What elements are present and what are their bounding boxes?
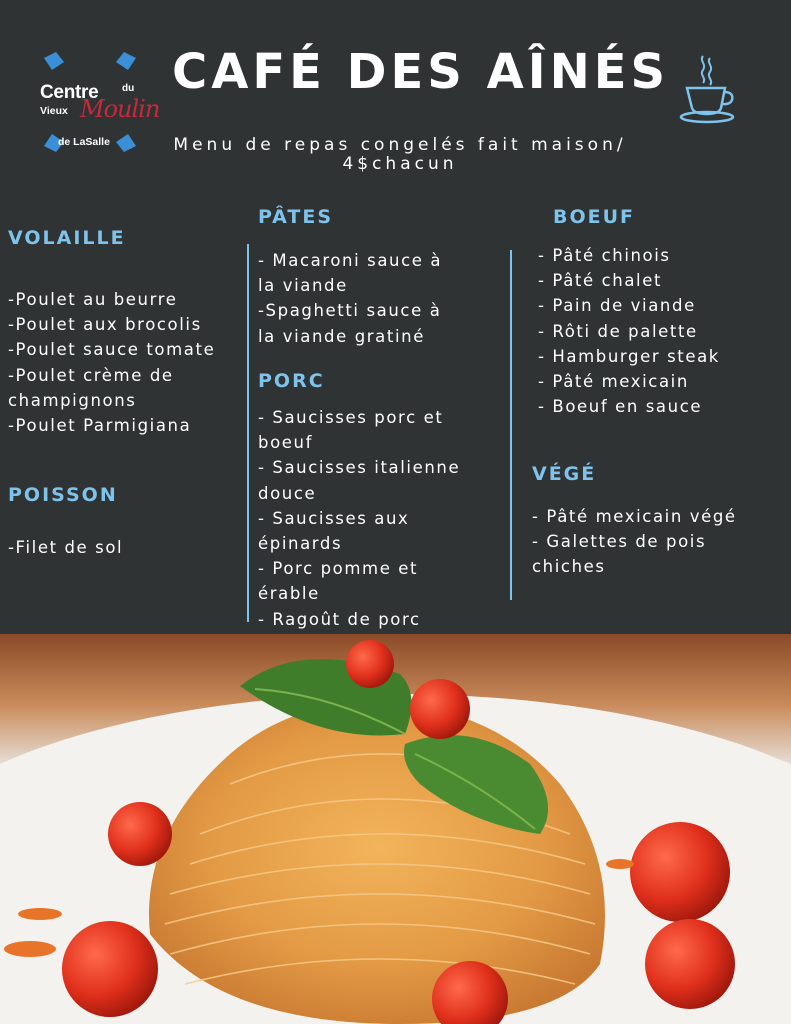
spaghetti-photo	[0, 634, 791, 1024]
list-item: -Spaghetti sauce à	[258, 301, 442, 321]
list-poisson	[8, 535, 123, 560]
list-item: champignons	[8, 390, 137, 410]
coffee-cup-icon	[677, 52, 737, 124]
list-item: - Macaroni sauce à	[258, 251, 443, 270]
list-item: épinards	[258, 534, 343, 554]
list-item: -Filet de sol	[8, 538, 124, 557]
list-item: -Poulet Parmigiana	[8, 416, 192, 436]
list-item: érable	[258, 584, 320, 604]
list-item: - Ragoût de porc	[258, 609, 421, 629]
heading-pates: PÂTES	[258, 206, 334, 228]
list-item: - Saucisses aux	[258, 508, 410, 528]
list-item: la viande gratiné	[258, 326, 425, 346]
menu-subtitle: Menu de repas congelés fait maison/ 4$chacun	[173, 135, 627, 174]
list-item: chiches	[532, 557, 606, 577]
heading-porc: PORC	[258, 370, 325, 392]
list-item: - Hamburger steak	[538, 346, 720, 366]
list-item: - Galettes de pois	[532, 532, 707, 552]
list-item: douce	[258, 483, 317, 503]
logo-moulin-text: Moulin	[80, 95, 160, 123]
heading-volaille: VOLAILLE	[8, 227, 126, 249]
list-item: -Poulet au beurre	[8, 290, 178, 309]
list-item: - Pâté chalet	[538, 271, 663, 291]
heading-boeuf: BOEUF	[553, 206, 636, 228]
list-pates	[258, 248, 442, 349]
heading-vege: VÉGÉ	[532, 463, 597, 485]
list-porc	[258, 405, 460, 632]
heading-poisson: POISSON	[8, 484, 118, 506]
list-item: -Poulet sauce tomate	[8, 340, 216, 360]
page-title: CAFÉ DES AÎNÉS	[172, 44, 670, 100]
list-item: la viande	[258, 276, 348, 296]
list-item: - Pâté chinois	[538, 246, 671, 265]
logo-lasalle-text: de LaSalle	[58, 136, 110, 148]
logo-vieux-text: Vieux	[40, 105, 68, 117]
list-item: - Pain de viande	[538, 296, 696, 316]
list-item: - Pâté mexicain végé	[532, 507, 737, 526]
list-item: - Saucisses italienne	[258, 458, 461, 478]
list-volaille	[8, 287, 215, 438]
list-item: - Porc pomme et	[258, 559, 419, 579]
list-vege	[532, 504, 737, 580]
logo-centre-text: Centre	[40, 82, 99, 103]
list-item: - Rôti de palette	[538, 321, 698, 341]
list-boeuf	[538, 243, 720, 419]
list-item: - Saucisses porc et	[258, 408, 444, 427]
column-divider	[247, 244, 249, 622]
column-divider	[510, 250, 512, 600]
list-item: boeuf	[258, 433, 313, 453]
centre-vieux-moulin-logo	[36, 52, 160, 152]
list-item: -Poulet crème de	[8, 365, 174, 385]
list-item: -Poulet aux brocolis	[8, 315, 202, 335]
list-item: - Pâté mexicain	[538, 372, 689, 392]
list-item: - Boeuf en sauce	[538, 397, 703, 417]
logo-du-text: du	[122, 83, 135, 94]
